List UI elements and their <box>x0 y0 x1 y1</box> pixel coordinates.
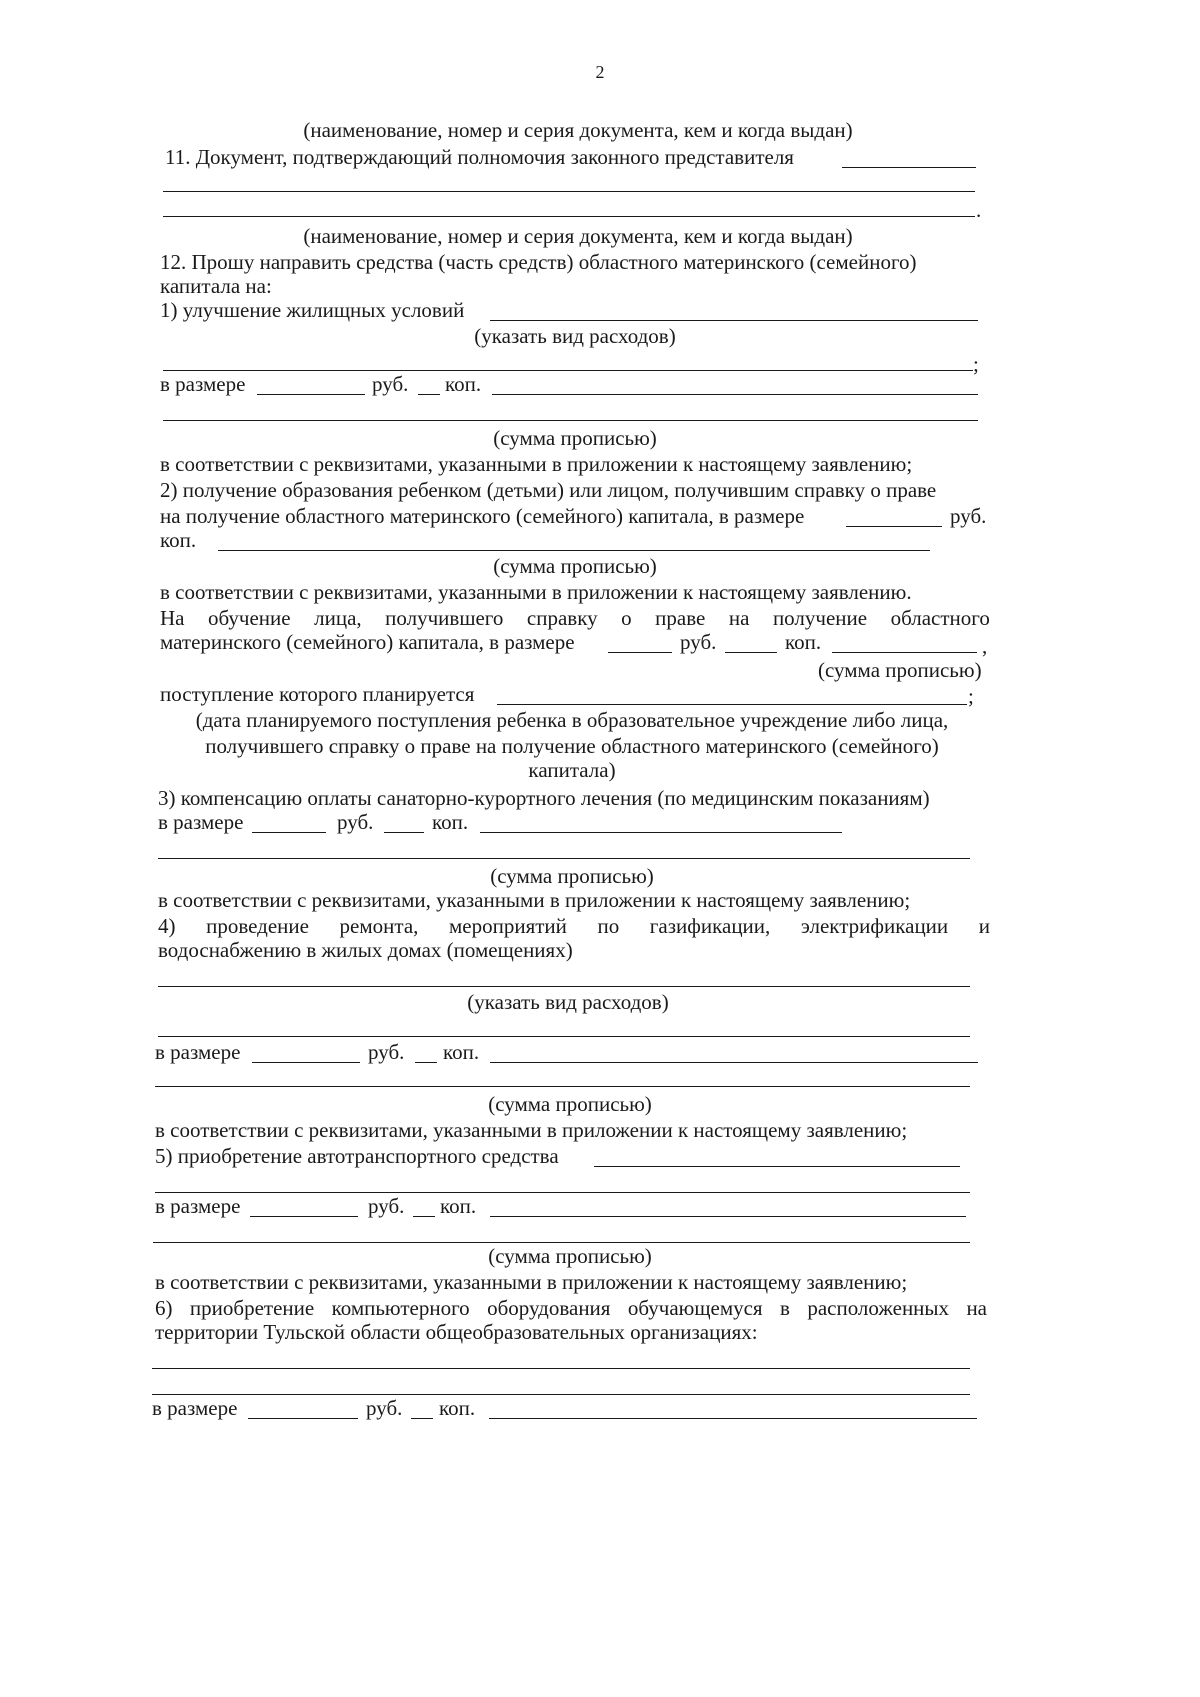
item-4-line-1 <box>158 914 990 938</box>
vehicle-field[interactable] <box>594 1166 960 1167</box>
item-12-line-2: капитала на: <box>160 274 272 298</box>
study-line-2: материнского (семейного) капитала, в размере <box>160 630 575 654</box>
study-line-1-word: получение <box>772 606 868 630</box>
study-line-1-word: обучение <box>208 606 291 630</box>
item-6-line-2: территории Тульской области общеобразовательных организациях: <box>155 1320 758 1344</box>
sum-caption-6: (сумма прописью) <box>488 1244 652 1268</box>
computer-rub-field[interactable] <box>248 1418 358 1419</box>
kop-label-7: коп. <box>439 1396 476 1420</box>
kop-label-6: коп. <box>440 1194 477 1218</box>
item-6-line-1-word: обучающемуся <box>627 1296 763 1320</box>
item-6-line-1-word: расположенных <box>807 1296 950 1320</box>
vehicle-sum-words-line-2[interactable] <box>153 1242 970 1243</box>
study-sum-words-field[interactable] <box>832 652 977 653</box>
study-line-1-word: справку <box>526 606 598 630</box>
rub-label-2: руб. <box>950 504 987 528</box>
item-6-line-1-word: 6) <box>155 1296 173 1320</box>
kop-label-5: коп. <box>443 1040 480 1064</box>
rub-label-6: руб. <box>368 1194 405 1218</box>
vehicle-kop-field[interactable] <box>413 1216 435 1217</box>
item-5-label: 5) приобретение автотранспортного средства <box>155 1144 559 1168</box>
study-line-1 <box>160 606 990 630</box>
item-2-line-1: 2) получение образования ребенком (детьми) или лицом, получившим справку о праве <box>160 478 937 502</box>
requisites-4: в соответствии с реквизитами, указанными в приложении к настоящему заявлению; <box>155 1118 908 1142</box>
study-kop-field[interactable] <box>725 652 777 653</box>
item-4-line-1-word: 4) <box>158 914 176 938</box>
study-rub-field[interactable] <box>608 652 672 653</box>
item-1-label: 1) улучшение жилищных условий <box>160 298 465 322</box>
study-line-1-word: на <box>728 606 750 630</box>
admission-date-field[interactable] <box>497 704 967 705</box>
item-4-line-1-word: газификации, <box>649 914 771 938</box>
vehicle-line-2[interactable] <box>155 1192 970 1193</box>
legal-rep-doc-line-2[interactable] <box>163 191 975 192</box>
requisites-1: в соответствии с реквизитами, указанными в приложении к настоящему заявлению; <box>160 452 913 476</box>
kop-label-4: коп. <box>432 810 469 834</box>
repair-kop-field[interactable] <box>415 1062 437 1063</box>
vehicle-sum-words-field[interactable] <box>490 1216 966 1217</box>
computer-field-line-2[interactable] <box>152 1394 970 1395</box>
housing-kop-field[interactable] <box>418 394 440 395</box>
amount-label-3: в размере <box>158 810 244 834</box>
rub-label-3: руб. <box>680 630 717 654</box>
amount-label-1: в размере <box>160 372 246 396</box>
study-line-1-word: лица, <box>314 606 362 630</box>
item-6-line-1-word: оборудования <box>487 1296 611 1320</box>
sanatorium-sum-words-field[interactable] <box>480 832 842 833</box>
admission-label: поступление которого планируется <box>160 682 475 706</box>
computer-sum-words-field[interactable] <box>489 1418 977 1419</box>
repair-expense-field[interactable] <box>158 986 970 987</box>
computer-kop-field[interactable] <box>411 1418 433 1419</box>
study-line-1-word: областного <box>890 606 990 630</box>
item-4-line-1-word: ремонта, <box>339 914 419 938</box>
expense-caption-2: (указать вид расходов) <box>467 990 669 1014</box>
study-line-1-word: праве <box>655 606 706 630</box>
sum-caption-2: (сумма прописью) <box>493 554 657 578</box>
semicolon-mark: ; <box>973 352 979 376</box>
rub-label-7: руб. <box>366 1396 403 1420</box>
expense-caption-1: (указать вид расходов) <box>474 324 676 348</box>
study-line-1-word: о <box>621 606 632 630</box>
sanatorium-rub-field[interactable] <box>252 832 326 833</box>
page-number: 2 <box>595 62 605 82</box>
repair-sum-words-field[interactable] <box>490 1062 978 1063</box>
sanatorium-kop-field[interactable] <box>384 832 424 833</box>
item-4-line-1-word: и <box>978 914 990 938</box>
sum-caption-5: (сумма прописью) <box>488 1092 652 1116</box>
education-sum-words-field[interactable] <box>218 550 930 551</box>
item-6-line-1-word: компьютерного <box>331 1296 470 1320</box>
admission-caption-3: капитала) <box>528 758 616 782</box>
amount-label-5: в размере <box>155 1194 241 1218</box>
item-3-label: 3) компенсацию оплаты санаторно-курортного лечения (по медицинским показаниям) <box>158 786 930 810</box>
item-4-line-1-word: электрификации <box>800 914 949 938</box>
legal-rep-doc-field[interactable] <box>842 167 976 168</box>
admission-caption-2: получившего справку о праве на получение областного материнского (семейного) <box>205 734 939 758</box>
legal-rep-doc-line-3[interactable] <box>163 216 975 217</box>
item-6-line-1 <box>155 1296 987 1320</box>
study-line-1-word: На <box>160 606 185 630</box>
item-4-line-1-word: проведение <box>206 914 309 938</box>
rub-label-1: руб. <box>372 372 409 396</box>
study-line-1-word: получившего <box>385 606 504 630</box>
item-6-line-1-word: приобретение <box>189 1296 315 1320</box>
item-6-line-1-word: на <box>966 1296 987 1320</box>
kop-label-3: коп. <box>785 630 822 654</box>
housing-sum-words-field[interactable] <box>492 394 978 395</box>
housing-expense-field[interactable] <box>490 320 978 321</box>
sum-caption-1: (сумма прописью) <box>493 426 657 450</box>
rub-label-4: руб. <box>337 810 374 834</box>
kop-label-1: коп. <box>445 372 482 396</box>
doc-caption: (наименование, номер и серия документа, кем и когда выдан) <box>303 118 853 142</box>
sum-caption-3: (сумма прописью) <box>818 658 982 682</box>
amount-label-6: в размере <box>152 1396 238 1420</box>
item-4-line-2: водоснабжению в жилых домах (помещениях) <box>158 938 573 962</box>
admission-caption-1: (дата планируемого поступления ребенка в образовательное учреждение либо лица, <box>195 708 949 732</box>
kop-label-2: коп. <box>160 528 197 552</box>
doc-caption-2: (наименование, номер и серия документа, кем и когда выдан) <box>303 224 853 248</box>
repair-sum-words-line-2[interactable] <box>155 1086 970 1087</box>
housing-rub-field[interactable] <box>257 394 365 395</box>
requisites-5: в соответствии с реквизитами, указанными в приложении к настоящему заявлению; <box>155 1270 908 1294</box>
comma-mark: , <box>982 634 988 658</box>
item-2-line-2: на получение областного материнского (семейного) капитала, в размере <box>160 504 805 528</box>
repair-expense-line-2[interactable] <box>158 1036 970 1037</box>
item-11-label: 11. Документ, подтверждающий полномочия законного представителя <box>165 145 794 169</box>
computer-field-line-1[interactable] <box>152 1368 970 1369</box>
repair-rub-field[interactable] <box>252 1062 360 1063</box>
item-6-line-1-word: в <box>780 1296 790 1320</box>
sanatorium-sum-words-line-2[interactable] <box>158 858 970 859</box>
housing-sum-words-line-2[interactable] <box>163 420 978 421</box>
education-rub-field[interactable] <box>846 526 942 527</box>
item-12-line-1: 12. Прошу направить средства (часть средств) областного материнского (семейного) <box>160 250 917 274</box>
semicolon-mark-2: ; <box>968 684 974 708</box>
item-4-line-1-word: по <box>597 914 620 938</box>
period-mark: . <box>976 198 982 222</box>
item-4-line-1-word: мероприятий <box>448 914 567 938</box>
housing-expense-line-2[interactable] <box>163 370 973 371</box>
rub-label-5: руб. <box>368 1040 405 1064</box>
amount-label-4: в размере <box>155 1040 241 1064</box>
requisites-2: в соответствии с реквизитами, указанными в приложении к настоящему заявлению. <box>160 580 912 604</box>
vehicle-rub-field[interactable] <box>250 1216 358 1217</box>
requisites-3: в соответствии с реквизитами, указанными в приложении к настоящему заявлению; <box>158 888 911 912</box>
sum-caption-4: (сумма прописью) <box>490 864 654 888</box>
